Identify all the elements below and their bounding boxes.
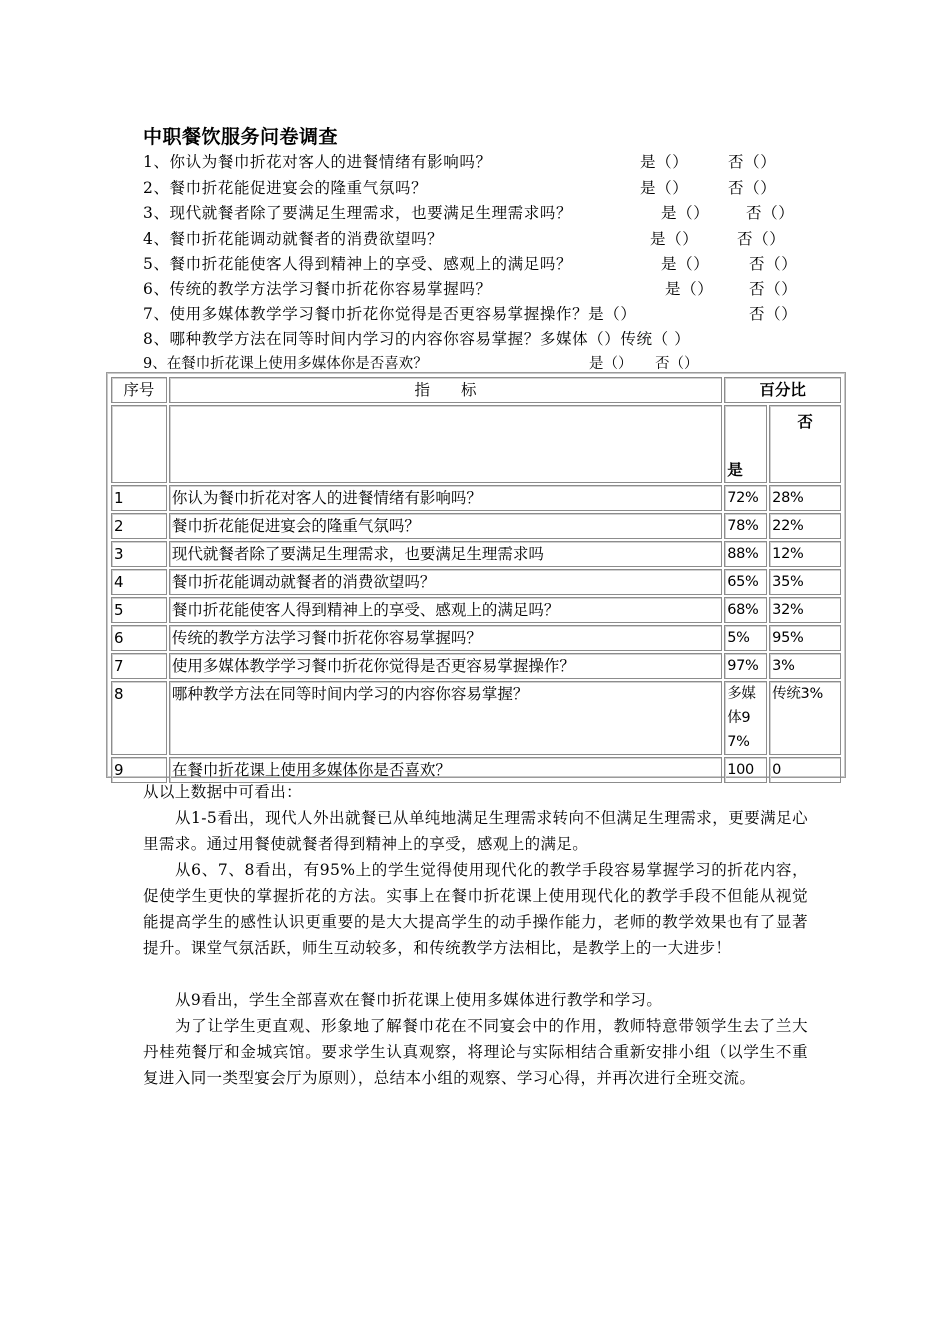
table-row: [111, 485, 841, 511]
table-header-row: [111, 377, 841, 403]
header-number: 序号: [111, 377, 167, 403]
row-yes-percent: 5%: [724, 625, 767, 651]
row-no-percent: 28%: [769, 485, 841, 511]
conclusion-paragraph-1: 从1-5看出，现代人外出就餐已从单纯地满足生理需求转向不但满足生理需求，更要满足心里需求。通过用餐使就餐者得到精神上的享受，感观上的满足。: [143, 809, 808, 853]
table-row: [111, 541, 841, 567]
row-yes-percent: 100: [724, 757, 767, 783]
conclusion-paragraph-2: 从6、7、8看出，有95%上的学生觉得使用现代化的教学手段容易掌握学习的折花内容，促使学生更快的掌握折花的方法。实事上在餐巾折花课上使用现代化的教学手段不但能从视觉能提高学生的感性认识更重要的是大大提高学生的动手操作能力，老师的教学效果也有了显著提升。课堂气氛活跃，师生互动较多，和传统教学方法相比，是教学上的一大进步！: [143, 861, 808, 957]
table-row: [111, 597, 841, 623]
header-no: 否: [769, 405, 841, 483]
row-no-percent: 0: [769, 757, 841, 783]
row-indicator: 使用多媒体教学学习餐巾折花你觉得是否更容易掌握操作？: [169, 653, 722, 679]
row-number: 2: [111, 513, 167, 539]
question-2: [143, 176, 777, 198]
empty-cell: [169, 405, 722, 483]
survey-title: 中职餐饮服务问卷调查: [143, 126, 339, 148]
question-text: 2、餐巾折花能促进宴会的隆重气氛吗？: [143, 179, 428, 197]
empty-cell: [111, 405, 167, 483]
row-indicator: 餐巾折花能使客人得到精神上的享受、感观上的满足吗？: [169, 597, 722, 623]
results-table-frame: [106, 372, 846, 778]
row-yes-percent: 68%: [724, 597, 767, 623]
question-text: 3、现代就餐者除了要满足生理需求，也要满足生理需求吗？: [143, 204, 573, 222]
yes-option: 是（）: [640, 179, 689, 197]
row-no-percent: 22%: [769, 513, 841, 539]
conclusion-paragraph-4: 为了让学生更直观、形象地了解餐巾花在不同宴会中的作用，教师特意带领学生去了兰大丹桂苑餐厅和金城宾馆。要求学生认真观察，将理论与实际相结合重新安排小组（以学生不重复进入同一类型宴会厅为原则），总结本小组的观察、学习心得，并再次进行全班交流。: [143, 1017, 808, 1087]
no-option: 否（）: [749, 305, 798, 323]
row-number: 8: [111, 681, 167, 755]
row-yes-percent: 多媒体97%: [724, 681, 767, 755]
row-no-percent: 12%: [769, 541, 841, 567]
question-4: [143, 227, 786, 249]
no-option: 否（）: [749, 255, 798, 273]
question-7: [143, 302, 798, 324]
row-yes-percent: 72%: [724, 485, 767, 511]
question-text: 1、你认为餐巾折花对客人的进餐情绪有影响吗？: [143, 153, 492, 171]
row-number: 6: [111, 625, 167, 651]
question-1: [143, 150, 777, 172]
no-option: 否（）: [728, 153, 777, 171]
header-percentage: 百分比: [724, 377, 841, 403]
table-row: [111, 569, 841, 595]
yes-option: 是（）: [640, 153, 689, 171]
table-row: [111, 653, 841, 679]
header-indicator: 指 标: [169, 377, 722, 403]
no-option: 否（）: [746, 204, 795, 222]
results-table: [109, 375, 843, 785]
yes-option: 是（）: [665, 280, 714, 298]
table-row: [111, 513, 841, 539]
yes-option: 是（）: [661, 255, 710, 273]
question-text: 5、餐巾折花能使客人得到精神上的享受、感观上的满足吗？: [143, 255, 573, 273]
row-no-percent: 95%: [769, 625, 841, 651]
table-row: [111, 681, 841, 755]
question-9: [143, 352, 699, 373]
question-text: 4、餐巾折花能调动就餐者的消费欲望吗？: [143, 230, 444, 248]
row-indicator: 现代就餐者除了要满足生理需求，也要满足生理需求吗: [169, 541, 722, 567]
row-indicator: 餐巾折花能促进宴会的隆重气氛吗？: [169, 513, 722, 539]
question-text: 7、使用多媒体教学学习餐巾折花你觉得是否更容易掌握操作？是（）: [143, 305, 637, 323]
question-6: [143, 277, 798, 299]
row-yes-percent: 97%: [724, 653, 767, 679]
row-no-percent: 3%: [769, 653, 841, 679]
row-number: 9: [111, 757, 167, 783]
row-indicator: 哪种教学方法在同等时间内学习的内容你容易掌握？: [169, 681, 722, 755]
table-row: [111, 625, 841, 651]
row-number: 7: [111, 653, 167, 679]
row-yes-percent: 78%: [724, 513, 767, 539]
row-no-percent: 传统3%: [769, 681, 841, 755]
no-option: 否（）: [655, 356, 699, 372]
row-indicator: 传统的教学方法学习餐巾折花你容易掌握吗？: [169, 625, 722, 651]
row-indicator: 你认为餐巾折花对客人的进餐情绪有影响吗？: [169, 485, 722, 511]
no-option: 否（）: [728, 179, 777, 197]
conclusion-paragraph-3: 从9看出，学生全部喜欢在餐巾折花课上使用多媒体进行教学和学习。: [175, 991, 663, 1009]
row-no-percent: 32%: [769, 597, 841, 623]
question-5: [143, 252, 798, 274]
yes-option: 是（）: [650, 230, 699, 248]
question-3: [143, 201, 795, 223]
row-number: 5: [111, 597, 167, 623]
no-option: 否（）: [737, 230, 786, 248]
row-yes-percent: 88%: [724, 541, 767, 567]
header-yes: 是: [724, 405, 767, 483]
conclusion-intro: 从以上数据中可看出：: [143, 783, 303, 801]
row-number: 3: [111, 541, 167, 567]
question-text: 8、哪种教学方法在同等时间内学习的内容你容易掌握？多媒体（）传统（ ）: [143, 330, 691, 348]
question-text: 6、传统的教学方法学习餐巾折花你容易掌握吗？: [143, 280, 492, 298]
row-yes-percent: 65%: [724, 569, 767, 595]
question-text: 9、在餐巾折花课上使用多媒体你是否喜欢？: [143, 356, 428, 372]
yes-option: 是（）: [589, 356, 633, 372]
row-number: 1: [111, 485, 167, 511]
yes-option: 是（）: [661, 204, 710, 222]
row-number: 4: [111, 569, 167, 595]
row-indicator: 餐巾折花能调动就餐者的消费欲望吗？: [169, 569, 722, 595]
row-indicator: 在餐巾折花课上使用多媒体你是否喜欢？: [169, 757, 722, 783]
table-subheader-row: [111, 405, 841, 483]
no-option: 否（）: [749, 280, 798, 298]
row-no-percent: 35%: [769, 569, 841, 595]
question-8: [143, 327, 690, 349]
